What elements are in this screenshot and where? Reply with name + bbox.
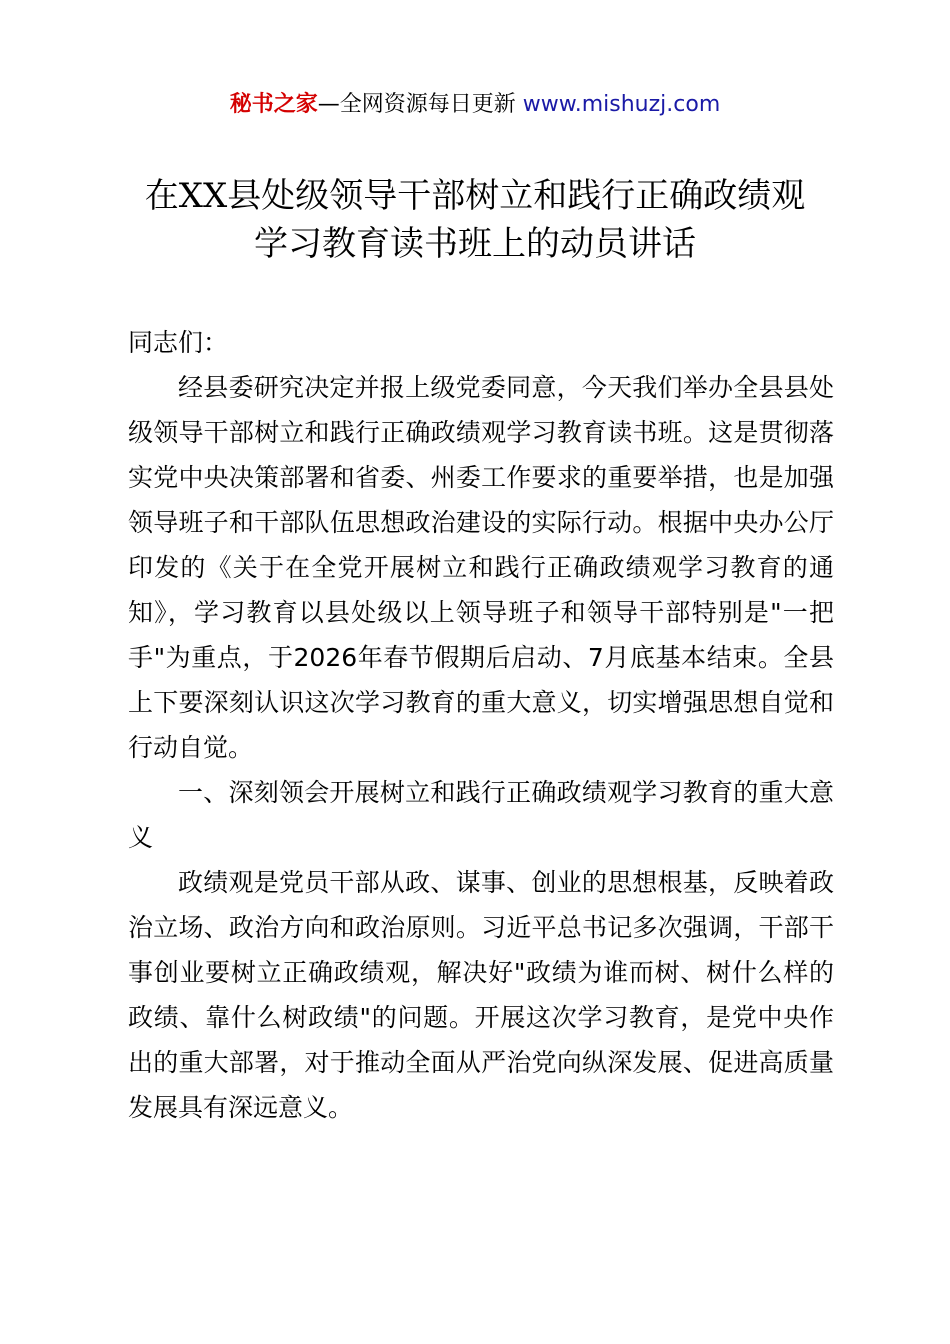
salutation: 同志们： (128, 328, 229, 357)
section-heading-1: 一、深刻领会开展树立和践行正确政绩观学习教育的重大意义 (128, 778, 834, 852)
site-url-link[interactable]: www.mishuzj.com (522, 92, 721, 117)
watermark-header (0, 88, 950, 122)
brand-name: 秘书之家 (229, 92, 318, 117)
document-title (60, 172, 890, 268)
document-body (128, 320, 834, 1130)
header-tagline: —全网资源每日更新 (317, 92, 523, 117)
title-line-2: 学习教育读书班上的动员讲话 (254, 224, 696, 264)
paragraph-intro: 经县委研究决定并报上级党委同意，今天我们举办全县县处级领导干部树立和践行正确政绩观学习教育读书班。这是贯彻落实党中央决策部署和省委、州委工作要求的重要举措，也是加强领导班子和干部队伍思想政治建设的实际行动。根据中央办公厅印发的《关于在全党开展树立和践行正确政绩观学习教育的通知》，学习教育以县处级以上领导班子和领导干部特别是"一把手"为重点，于2026年春节假期后启动、7月底基本结束。全县上下要深刻认识这次学习教育的重大意义，切实增强思想自觉和行动自觉。 (128, 373, 834, 762)
paragraph-section-1: 政绩观是党员干部从政、谋事、创业的思想根基，反映着政治立场、政治方向和政治原则。习近平总书记多次强调，干部干事创业要树立正确政绩观，解决好"政绩为谁而树、树什么样的政绩、靠什么树政绩"的问题。开展这次学习教育，是党中央作出的重大部署，对于推动全面从严治党向纵深发展、促进高质量发展具有深远意义。 (128, 868, 834, 1122)
title-line-1: 在XX县处级领导干部树立和践行正确政绩观 (144, 176, 806, 216)
